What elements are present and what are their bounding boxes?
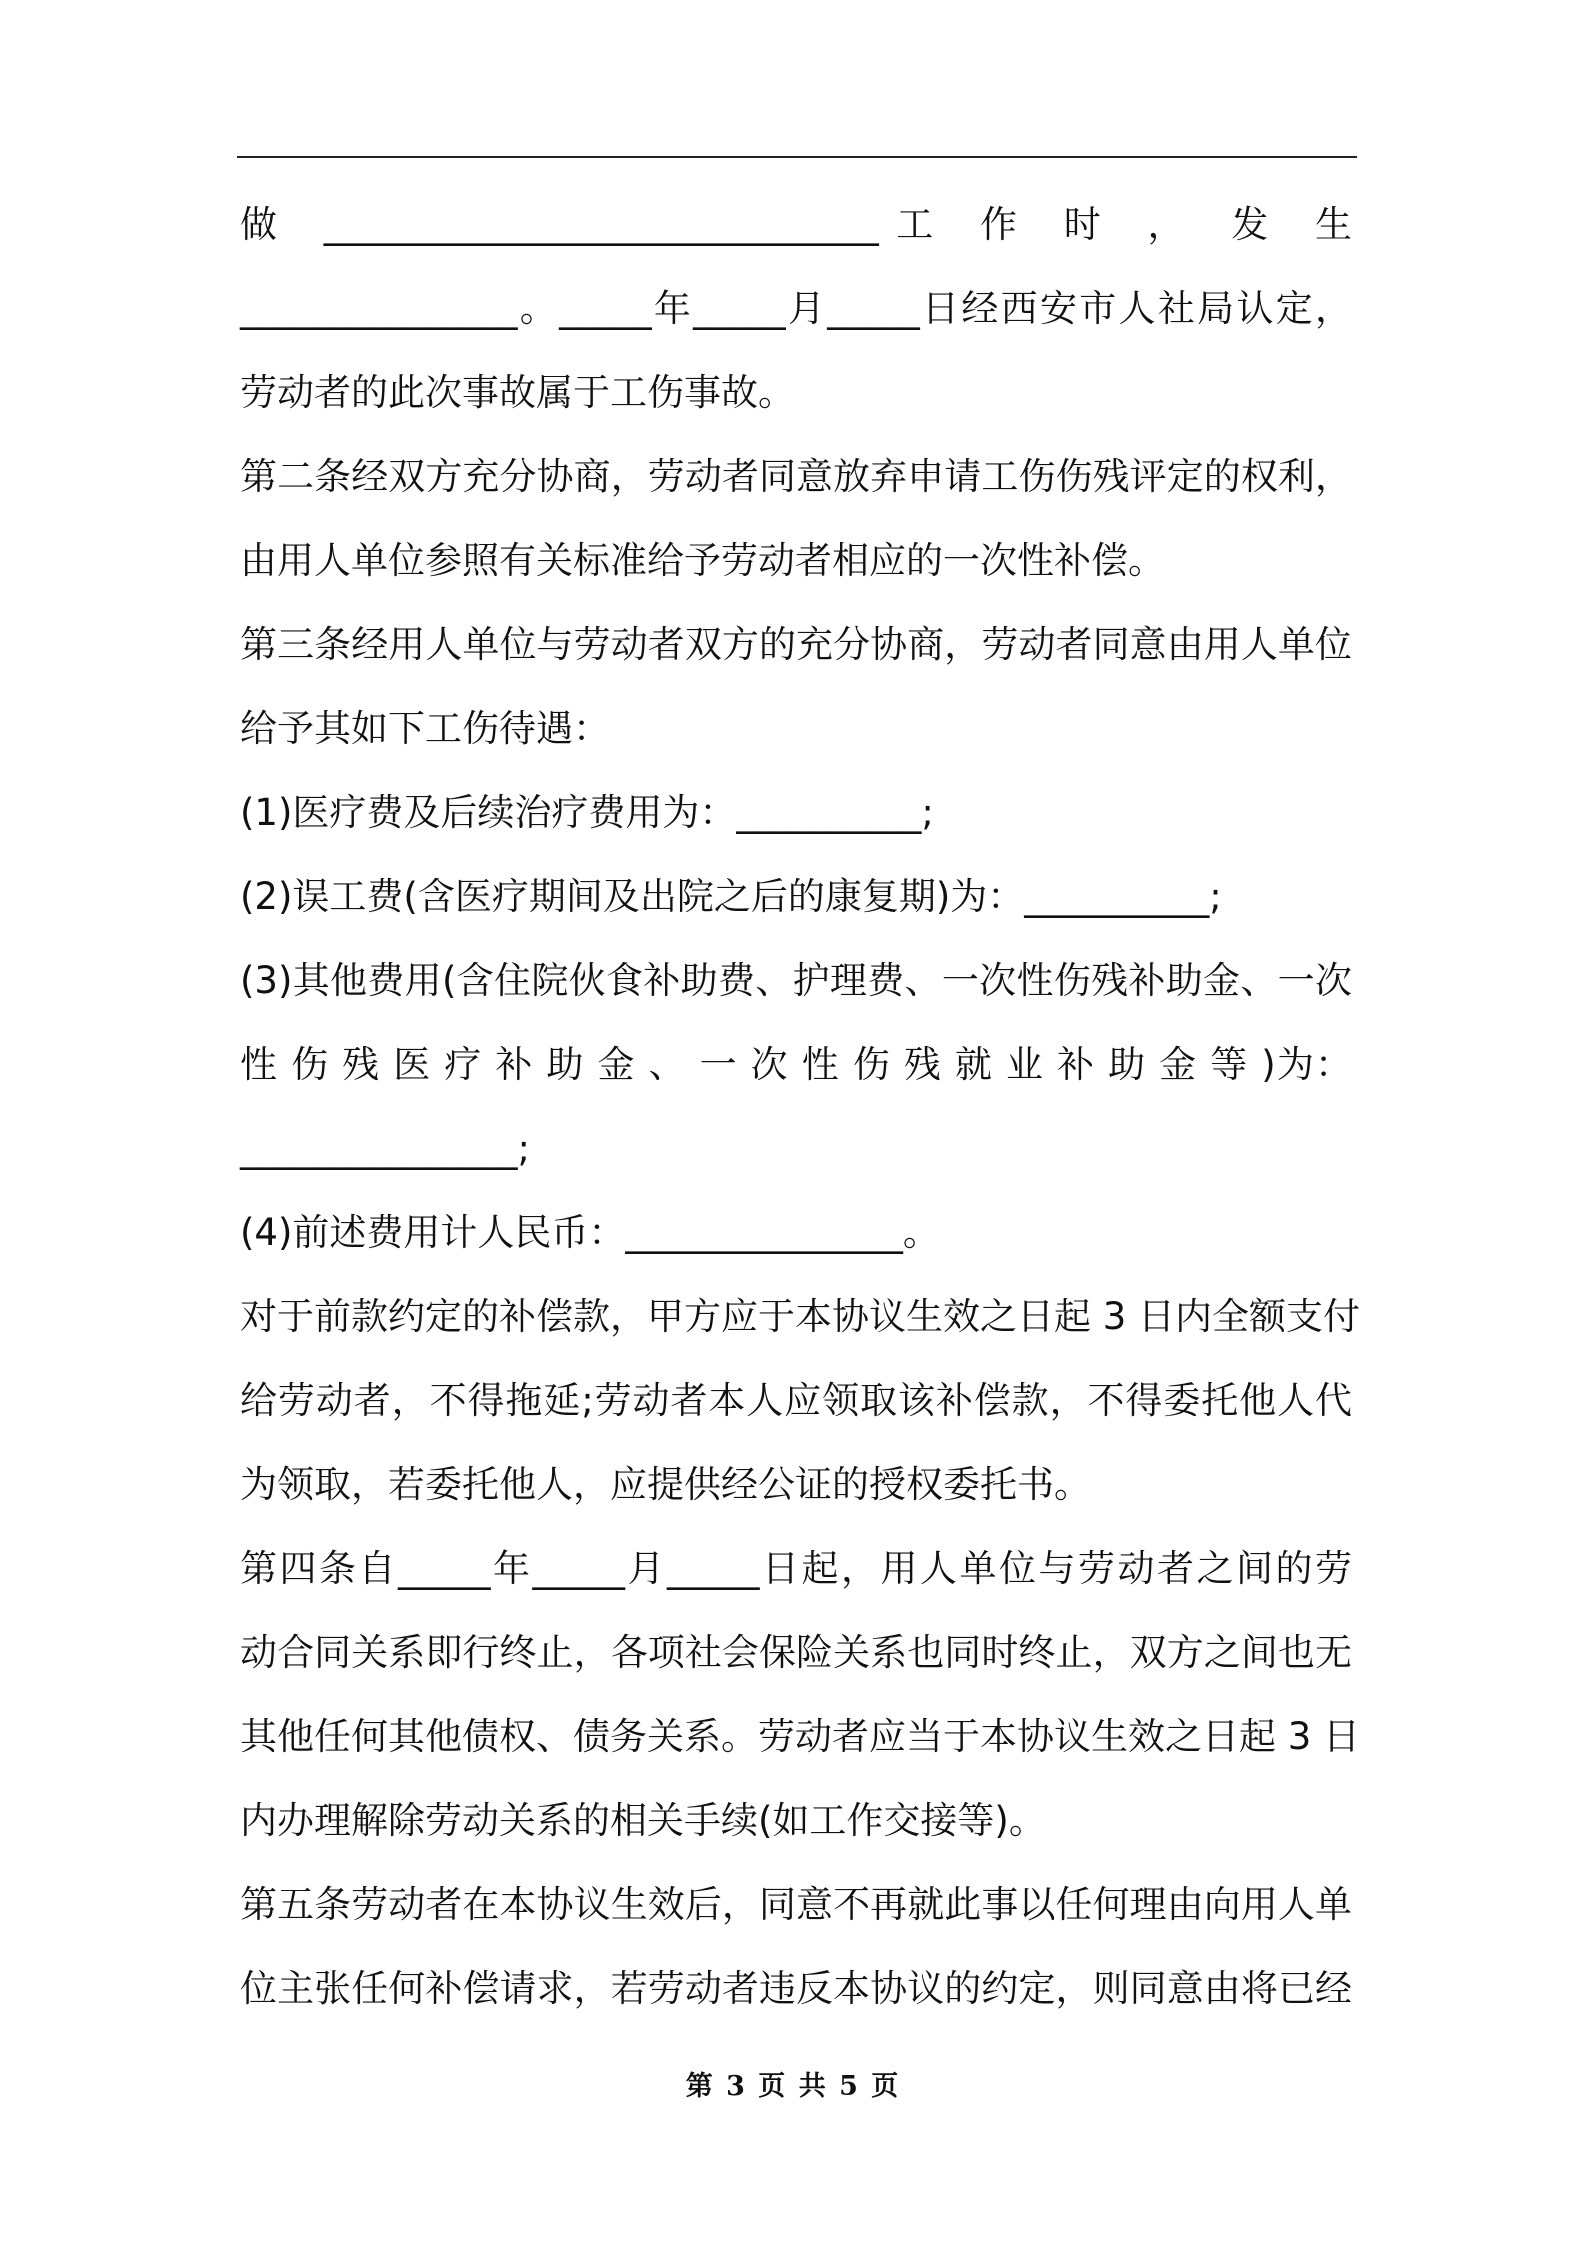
text-line-22: 位主张任何补偿请求，若劳动者违反本协议的约定，则同意由将已经 xyxy=(240,1967,1352,2010)
header-rule xyxy=(237,156,1357,158)
text-line-5: 由用人单位参照有关标准给予劳动者相应的一次性补偿。 xyxy=(240,539,1165,582)
text-line-21: 第五条劳动者在本协议生效后，同意不再就此事以任何理由向用人单 xyxy=(240,1883,1352,1926)
text-line-20: 内办理解除劳动关系的相关手续(如工作交接等)。 xyxy=(240,1799,1046,1842)
text-line-7: 给予其如下工伤待遇： xyxy=(240,707,610,750)
text-line-6: 第三条经用人单位与劳动者双方的充分协商，劳动者同意由用人单位 xyxy=(240,623,1352,666)
text-line-14: 对于前款约定的补偿款，甲方应于本协议生效之日起 3 日内全额支付 xyxy=(240,1295,1361,1338)
text-line-13: (4)前述费用计人民币：_______________。 xyxy=(240,1211,940,1254)
text-line-11: 性 伤 残 医 疗 补 助 金 、 一 次 性 伤 残 就 业 补 助 金 等 )为： xyxy=(240,1043,1352,1086)
text-line-9: (2)误工费(含医疗期间及出院之后的康复期)为：__________; xyxy=(240,875,1222,918)
text-line-17: 第四条自_____年_____月_____日起，用人单位与劳动者之间的劳 xyxy=(240,1547,1352,1590)
document-body xyxy=(240,183,1361,2031)
text-line-15: 给劳动者，不得拖延;劳动者本人应领取该补偿款，不得委托他人代 xyxy=(240,1379,1352,1422)
text-line-4: 第二条经双方充分协商，劳动者同意放弃申请工伤伤残评定的权利， xyxy=(240,455,1352,498)
text-line-18: 动合同关系即行终止，各项社会保险关系也同时终止，双方之间也无 xyxy=(240,1631,1352,1674)
page-number-footer: 第 3 页 共 5 页 xyxy=(685,2071,901,2102)
text-line-2: _______________。_____年_____月_____日经西安市人社局认定， xyxy=(240,287,1352,330)
text-line-16: 为领取，若委托他人，应提供经公证的授权委托书。 xyxy=(240,1463,1091,1506)
text-line-10: (3)其他费用(含住院伙食补助费、护理费、一次性伤残补助金、一次 xyxy=(240,959,1352,1002)
text-line-3: 劳动者的此次事故属于工伤事故。 xyxy=(240,371,795,414)
text-line-12: _______________; xyxy=(240,1127,530,1170)
text-line-1: 做 ______________________________工 作 时 ， 发 生 xyxy=(240,203,1352,246)
text-line-19: 其他任何其他债权、债务关系。劳动者应当于本协议生效之日起 3 日 xyxy=(240,1715,1361,1758)
text-line-8: (1)医疗费及后续治疗费用为：__________; xyxy=(240,791,934,834)
